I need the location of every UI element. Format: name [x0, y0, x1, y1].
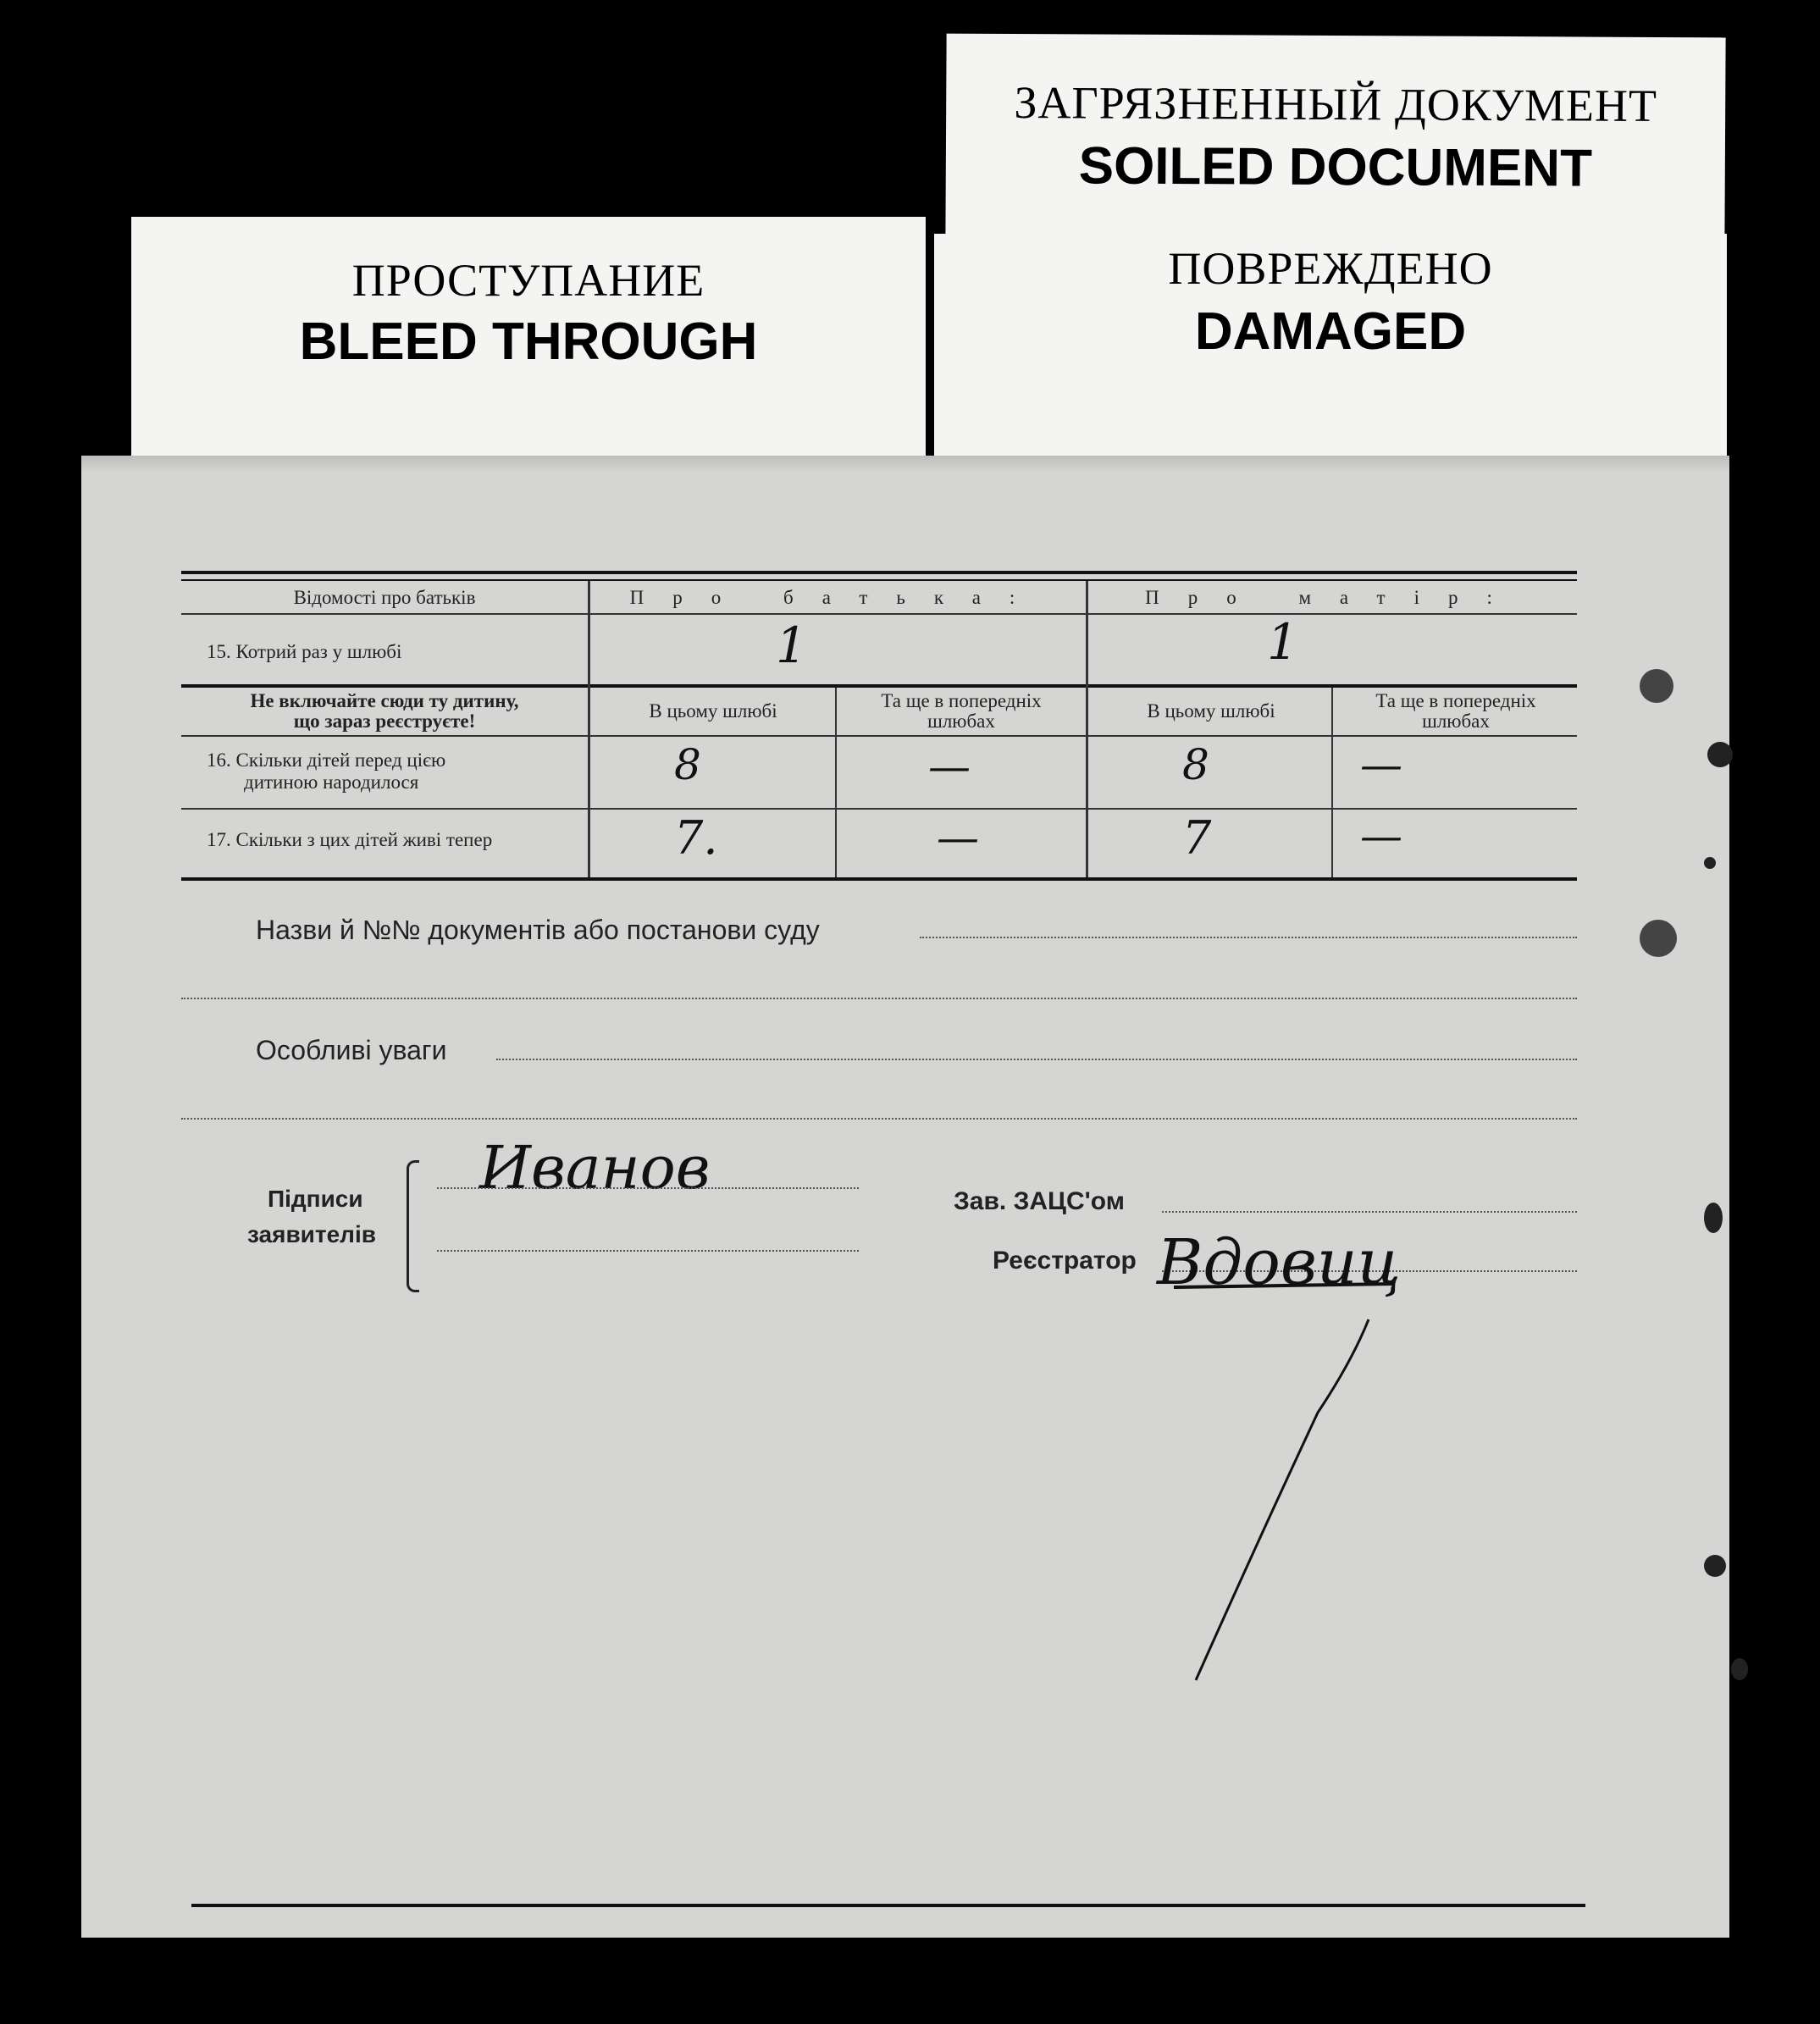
- row15-father-value: 1: [776, 617, 807, 674]
- head-label: Зав. ЗАЦС'ом: [954, 1187, 1125, 1215]
- punch-hole-5: [1704, 1203, 1723, 1233]
- punch-hole-2: [1707, 742, 1733, 767]
- documents-line-2: [181, 998, 1577, 999]
- punch-hole-7: [1731, 1658, 1748, 1680]
- subheader-father-prev-2: шлюбах: [927, 711, 995, 732]
- row15-divider: [181, 684, 1577, 688]
- punch-hole-3: [1640, 920, 1677, 957]
- row16-father-prev: —: [928, 742, 971, 791]
- soiled-document-label: [945, 34, 1725, 245]
- header-father: Про батька:: [629, 587, 1044, 608]
- row16-mother-this: 8: [1182, 740, 1209, 789]
- applicant-signature-line-1: [437, 1187, 859, 1189]
- punch-hole-1: [1640, 669, 1673, 703]
- applicant-signature-line-2: [437, 1250, 859, 1252]
- bleed-through-label: [131, 217, 926, 471]
- col-divider-4: [1331, 688, 1333, 877]
- row17-mother-this: 7: [1182, 811, 1212, 865]
- header-parents-info: Відомості про батьків: [293, 587, 476, 608]
- signatures-bracket: [407, 1160, 419, 1292]
- registrar-signature: Вдовиц: [1157, 1226, 1402, 1299]
- row17-father-this: 7.: [674, 811, 718, 865]
- row15-mother-value: 1: [1267, 613, 1298, 671]
- row17-father-prev: —: [937, 813, 979, 862]
- subheader-mother-this: В цьому шлюбі: [1147, 700, 1275, 722]
- row15-label: 15. Котрий раз у шлюбі: [207, 641, 402, 662]
- table-top-rule-2: [181, 579, 1577, 581]
- remarks-label: Особливі уваги: [256, 1035, 447, 1065]
- documents-line-1: [920, 937, 1577, 938]
- damaged-label-en: DAMAGED: [1194, 302, 1467, 361]
- signatures-label-line2: заявителів: [247, 1221, 376, 1247]
- bleed-label-en: BLEED THROUGH: [299, 312, 758, 371]
- form-sheet: [81, 456, 1729, 1938]
- col-divider-1: [588, 581, 590, 877]
- head-line: [1162, 1211, 1577, 1213]
- punch-hole-4: [1704, 857, 1716, 869]
- soiled-label-ru: ЗАГРЯЗНЕННЫЙ ДОКУМЕНТ: [1014, 77, 1658, 131]
- damaged-label-ru: ПОВРЕЖДЕНО: [1168, 243, 1493, 294]
- registrar-signature-flourish: [1148, 1269, 1419, 1709]
- punch-hole-6: [1704, 1555, 1726, 1577]
- subheader-mother-prev-1: Та ще в попередніх: [1375, 690, 1536, 711]
- bleed-label-ru: ПРОСТУПАНИЕ: [351, 255, 705, 306]
- subheader-father-prev-1: Та ще в попередніх: [881, 690, 1042, 711]
- header-mother: Про матір:: [1145, 587, 1521, 608]
- col-divider-2: [835, 688, 837, 877]
- row17-mother-prev: —: [1360, 811, 1402, 860]
- subheader-mother-prev-2: шлюбах: [1422, 711, 1490, 732]
- applicant-signature: Иванов: [479, 1133, 711, 1203]
- row16-father-this: 8: [674, 740, 701, 789]
- remarks-line-2: [181, 1118, 1577, 1120]
- table-bottom-rule: [181, 877, 1577, 881]
- row16-label-line1: 16. Скільки дітей перед цією: [207, 749, 446, 771]
- signatures-label-line1: Підписи: [268, 1186, 363, 1212]
- soiled-label-en: SOILED DOCUMENT: [1078, 136, 1593, 198]
- subheader-divider: [181, 735, 1577, 737]
- sheet-bottom-rule: [191, 1904, 1585, 1907]
- col-divider-3: [1086, 581, 1088, 877]
- header-divider: [181, 613, 1577, 615]
- row17-label: 17. Скільки з цих дітей живі тепер: [207, 829, 493, 850]
- damaged-label: [934, 234, 1727, 471]
- subheader-note-line2: що зараз реєструєте!: [293, 711, 476, 732]
- registrar-label: Реєстратор: [993, 1247, 1137, 1275]
- row16-mother-prev: —: [1360, 740, 1402, 789]
- documents-label: Назви й №№ документів або постанови суду: [256, 915, 820, 945]
- row16-label-line2: дитиною народилося: [244, 771, 419, 793]
- subheader-father-this: В цьому шлюбі: [649, 700, 777, 722]
- row16-divider: [181, 808, 1577, 810]
- table-top-rule: [181, 571, 1577, 574]
- subheader-note-line1: Не включайте сюди ту дитину,: [250, 690, 519, 711]
- remarks-line-1: [496, 1059, 1577, 1060]
